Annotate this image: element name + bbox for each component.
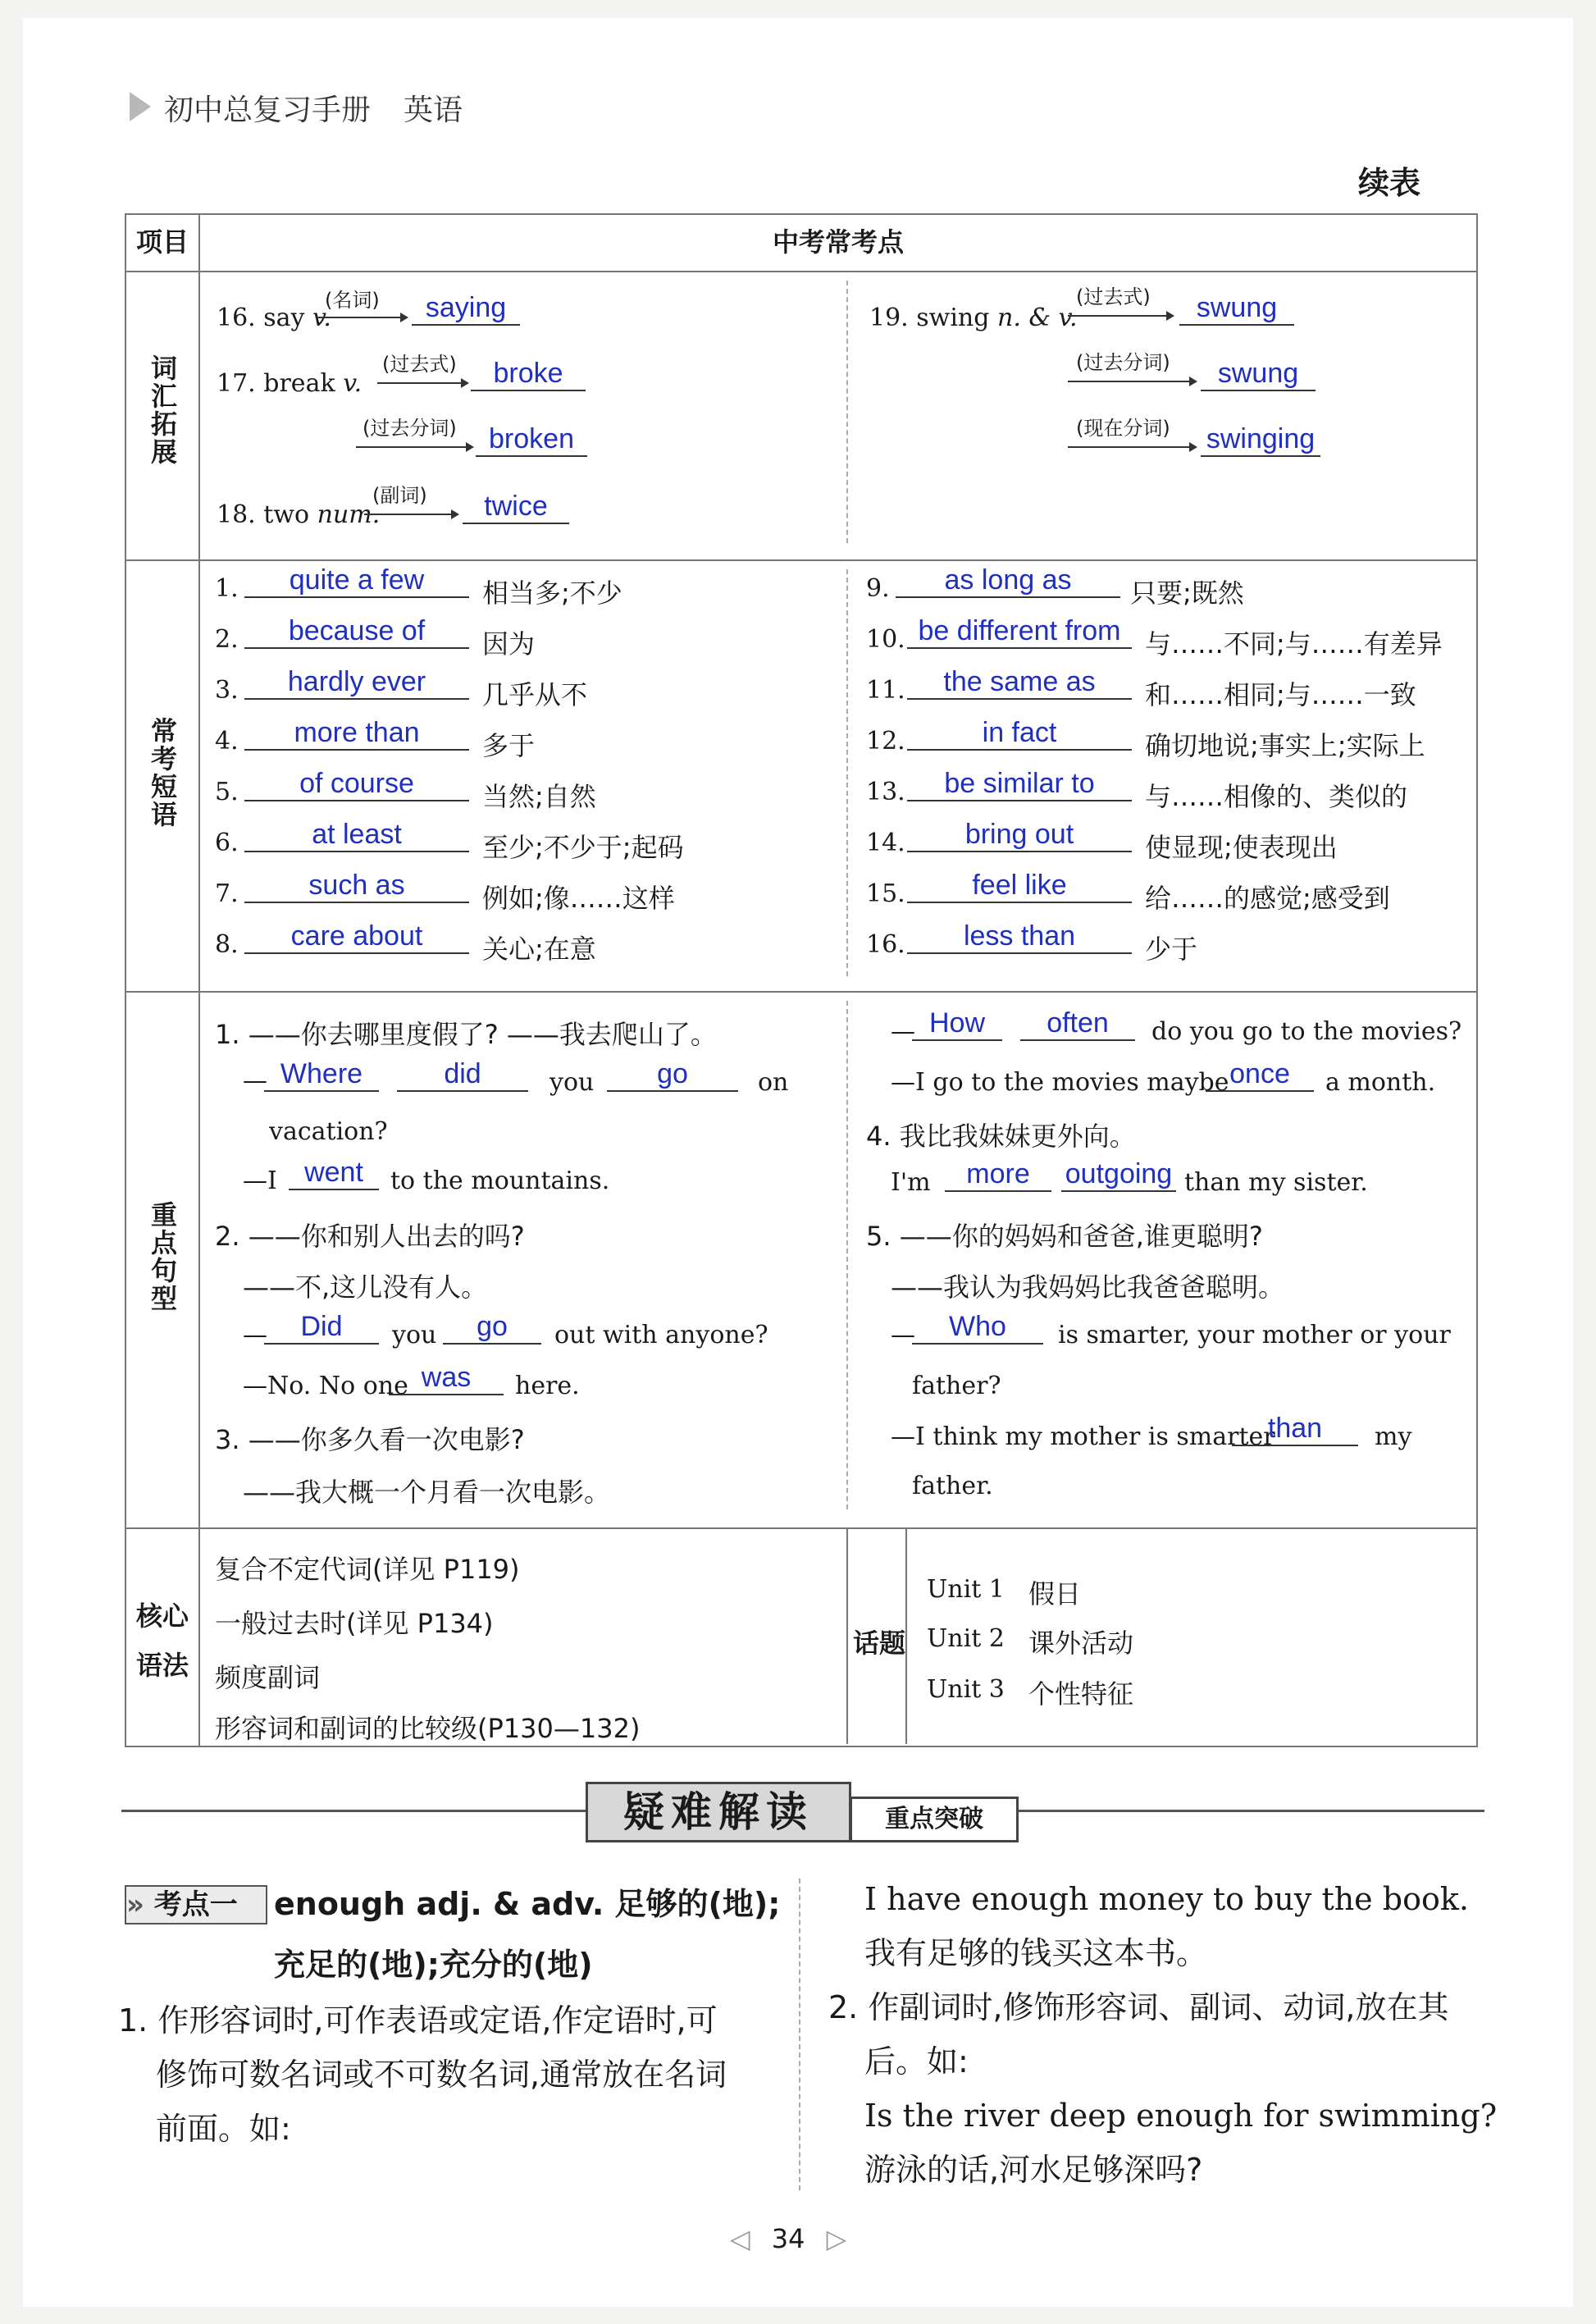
text: ——我认为我妈妈比我爸爸聪明。 bbox=[891, 1272, 1285, 1303]
text: Unit 1 bbox=[927, 1575, 1005, 1604]
text: 一般过去时(详见 P134) bbox=[215, 1608, 494, 1639]
text: on bbox=[758, 1068, 789, 1097]
continued-label: 续表 bbox=[1358, 165, 1421, 201]
answer-blank: care about bbox=[244, 920, 469, 954]
text: 14. bbox=[866, 829, 905, 857]
text: 7. bbox=[215, 879, 239, 908]
text: than my sister. bbox=[1184, 1168, 1368, 1197]
answer-blank: was bbox=[389, 1362, 504, 1395]
answer-blank: often bbox=[1020, 1007, 1135, 1041]
answer-blank: in fact bbox=[907, 717, 1132, 751]
text: 13. bbox=[866, 778, 905, 806]
text: 相当多;不少 bbox=[482, 578, 622, 609]
text: — bbox=[243, 1066, 267, 1095]
text: 和……相同;与……一致 bbox=[1145, 679, 1416, 710]
text: 个性特征 bbox=[1028, 1678, 1134, 1710]
text: ——我大概一个月看一次电影。 bbox=[243, 1477, 611, 1508]
text: 12. bbox=[866, 727, 905, 756]
answer-blank: because of bbox=[244, 615, 469, 649]
answer-blank: the same as bbox=[907, 666, 1132, 700]
text: 18. two num. bbox=[217, 500, 381, 529]
point-p2-line1: 2. 作副词时,修饰形容词、副词、动词,放在其 bbox=[828, 1989, 1449, 2025]
answer-blank: more than bbox=[244, 717, 469, 751]
text: is smarter, your mother or your bbox=[1058, 1321, 1451, 1349]
text: to the mountains. bbox=[390, 1167, 610, 1195]
section-title: 疑难解读 bbox=[586, 1782, 851, 1842]
answer-blank: did bbox=[397, 1058, 528, 1092]
example-2-en: Is the river deep enough for swimming? bbox=[864, 2098, 1498, 2134]
point-p2-line2: 后。如: bbox=[864, 2043, 969, 2080]
answer-blank: less than bbox=[907, 920, 1132, 954]
answer-blank: more bbox=[945, 1158, 1051, 1192]
text: 与……不同;与……有差异 bbox=[1145, 628, 1443, 660]
text: 4. 我比我妹妹更外向。 bbox=[866, 1121, 1136, 1152]
text: ——不,这儿没有人。 bbox=[243, 1272, 488, 1303]
text: 课外活动 bbox=[1028, 1628, 1134, 1659]
text: 5. bbox=[215, 778, 239, 806]
text: do you go to the movies? bbox=[1151, 1017, 1462, 1046]
text: 10. bbox=[866, 625, 905, 654]
text: I'm bbox=[891, 1168, 931, 1197]
answer-blank: go bbox=[443, 1311, 541, 1345]
text: Unit 3 bbox=[927, 1675, 1005, 1704]
answer-blank: be different from bbox=[907, 615, 1132, 649]
text: 例如;像……这样 bbox=[482, 883, 675, 914]
answer-blank: Who bbox=[912, 1311, 1043, 1345]
text: 频度副词 bbox=[215, 1662, 321, 1693]
text: out with anyone? bbox=[554, 1321, 768, 1349]
text: my bbox=[1375, 1422, 1412, 1451]
answer-blank: outgoing bbox=[1061, 1158, 1176, 1192]
answer-blank: such as bbox=[244, 870, 469, 903]
text: —I go to the movies maybe bbox=[891, 1068, 1229, 1097]
page-number-row bbox=[730, 2223, 846, 2254]
answer-saying: saying bbox=[412, 292, 520, 326]
text: 确切地说;事实上;实际上 bbox=[1145, 730, 1425, 761]
text: —I think my mother is smarter bbox=[891, 1422, 1275, 1451]
answer-blank: bring out bbox=[907, 819, 1132, 852]
text: 3. bbox=[215, 676, 239, 705]
text: 话题 bbox=[853, 1628, 906, 1659]
answer-twice: twice bbox=[463, 491, 569, 524]
text: 几乎从不 bbox=[482, 679, 588, 710]
text: 1. ——你去哪里度假了? ——我去爬山了。 bbox=[215, 1019, 717, 1050]
summary-table bbox=[125, 213, 1478, 1747]
text: father? bbox=[912, 1372, 1001, 1400]
text: (过去分词) bbox=[363, 417, 457, 440]
text: —No. No one bbox=[243, 1372, 408, 1400]
col-points-header: 中考常考点 bbox=[199, 214, 1477, 272]
answer-blank: at least bbox=[244, 819, 469, 852]
section-divider-right bbox=[1014, 1810, 1484, 1812]
text: 2. bbox=[215, 625, 239, 654]
text: 只要;既然 bbox=[1130, 578, 1244, 609]
text: 关心;在意 bbox=[482, 934, 596, 965]
phrases-label-cell: 常考短语 bbox=[125, 560, 199, 992]
grammar-cell bbox=[199, 1528, 1477, 1746]
text: 当然;自然 bbox=[482, 781, 596, 812]
text: here. bbox=[515, 1372, 580, 1400]
point-p1-line3: 前面。如: bbox=[156, 2111, 291, 2147]
answer-blank: as long as bbox=[896, 564, 1120, 598]
vocab-cell bbox=[199, 272, 1477, 560]
text: (过去分词) bbox=[1076, 351, 1170, 374]
answer-blank: hardly ever bbox=[244, 666, 469, 700]
answer-broke: broke bbox=[471, 358, 586, 391]
answer-swinging: swinging bbox=[1201, 423, 1320, 457]
example-2-cn: 游泳的话,河水足够深吗? bbox=[864, 2152, 1203, 2188]
text: 8. bbox=[215, 930, 239, 959]
text: father. bbox=[912, 1472, 993, 1500]
text: (过去式) bbox=[382, 353, 457, 376]
text: 11. bbox=[866, 676, 905, 705]
point-heading-2: 充足的(地);充分的(地) bbox=[274, 1947, 593, 1983]
text: 使显现;使表现出 bbox=[1145, 832, 1338, 863]
example-1-en: I have enough money to buy the book. bbox=[864, 1881, 1469, 1917]
answer-blank: go bbox=[607, 1058, 738, 1092]
answer-blank: went bbox=[289, 1157, 379, 1190]
section-subtitle: 重点突破 bbox=[850, 1797, 1019, 1842]
text: (现在分词) bbox=[1076, 417, 1170, 440]
vocab-label-cell: 词汇拓展 bbox=[125, 272, 199, 560]
prev-arrow-icon: ◁ bbox=[730, 2223, 750, 2254]
text: vacation? bbox=[269, 1117, 388, 1146]
answer-blank: of course bbox=[244, 768, 469, 801]
text: 5. ——你的妈妈和爸爸,谁更聪明? bbox=[866, 1221, 1263, 1252]
point-heading-1: enough adj. & adv. 足够的(地); bbox=[274, 1886, 781, 1922]
answer-blank: be similar to bbox=[907, 768, 1132, 801]
answer-broken: broken bbox=[476, 423, 587, 457]
text: (副词) bbox=[372, 484, 427, 507]
text: 因为 bbox=[482, 628, 536, 660]
text: 3. ——你多久看一次电影? bbox=[215, 1424, 525, 1455]
text: Unit 2 bbox=[927, 1624, 1005, 1653]
text: 17. break v. bbox=[217, 369, 363, 398]
answer-swung: swung bbox=[1179, 292, 1294, 326]
phrases-cell bbox=[199, 560, 1477, 992]
sentences-label-cell: 重点句型 bbox=[125, 992, 199, 1528]
text: —I bbox=[243, 1167, 277, 1195]
text: 19. swing n. & v. bbox=[869, 304, 1078, 332]
text: 6. bbox=[215, 829, 239, 857]
text: 16. say v. bbox=[217, 304, 331, 332]
text: 多于 bbox=[482, 730, 536, 761]
text: — bbox=[891, 1017, 915, 1046]
text: 与……相像的、类似的 bbox=[1145, 781, 1408, 812]
text: you bbox=[549, 1068, 595, 1097]
answer-blank: How bbox=[912, 1007, 1002, 1041]
section-divider-left bbox=[121, 1810, 586, 1812]
next-arrow-icon: ▷ bbox=[826, 2223, 847, 2254]
point-p1-line2: 修饰可数名词或不可数名词,通常放在名词 bbox=[156, 2057, 727, 2093]
header-arrow-icon bbox=[130, 92, 151, 121]
text: 形容词和副词的比较级(P130—132) bbox=[215, 1713, 641, 1744]
point-tag: » 考点一 bbox=[125, 1885, 267, 1924]
text: 16. bbox=[866, 930, 905, 959]
answer-swung-2: swung bbox=[1201, 358, 1316, 391]
text: 至少;不少于;起码 bbox=[482, 832, 684, 863]
text: a month. bbox=[1325, 1068, 1436, 1097]
text: 给……的感觉;感受到 bbox=[1145, 883, 1390, 914]
text: 假日 bbox=[1028, 1578, 1082, 1609]
answer-blank: feel like bbox=[907, 870, 1132, 903]
text: — bbox=[243, 1321, 267, 1349]
text: — bbox=[891, 1321, 915, 1349]
text: 4. bbox=[215, 727, 239, 756]
book-title: 初中总复习手册 bbox=[164, 94, 372, 127]
answer-blank: than bbox=[1232, 1413, 1358, 1446]
example-1-cn: 我有足够的钱买这本书。 bbox=[864, 1935, 1208, 1971]
text: (名词) bbox=[325, 289, 380, 312]
answer-blank: Did bbox=[264, 1311, 379, 1345]
text: 复合不定代词(详见 P119) bbox=[215, 1554, 520, 1585]
page-number: 34 bbox=[771, 2223, 805, 2254]
point-p1-line1: 1. 作形容词时,可作表语或定语,作定语时,可 bbox=[118, 2002, 718, 2039]
answer-blank: Where bbox=[264, 1058, 379, 1092]
column-divider bbox=[799, 1879, 800, 2190]
col-item-header: 项目 bbox=[125, 214, 199, 272]
text: 1. bbox=[215, 574, 239, 603]
grammar-label-cell: 核心语法 bbox=[125, 1528, 199, 1746]
text: 15. bbox=[866, 879, 905, 908]
text: 少于 bbox=[1145, 934, 1198, 965]
sentences-cell bbox=[199, 992, 1477, 1528]
text: 9. bbox=[866, 574, 890, 603]
subject: 英语 bbox=[404, 94, 463, 127]
answer-blank: once bbox=[1206, 1058, 1314, 1092]
answer-blank: quite a few bbox=[244, 564, 469, 598]
text: (过去式) bbox=[1076, 285, 1151, 308]
text: 2. ——你和别人出去的吗? bbox=[215, 1221, 525, 1252]
text: you bbox=[392, 1321, 437, 1349]
